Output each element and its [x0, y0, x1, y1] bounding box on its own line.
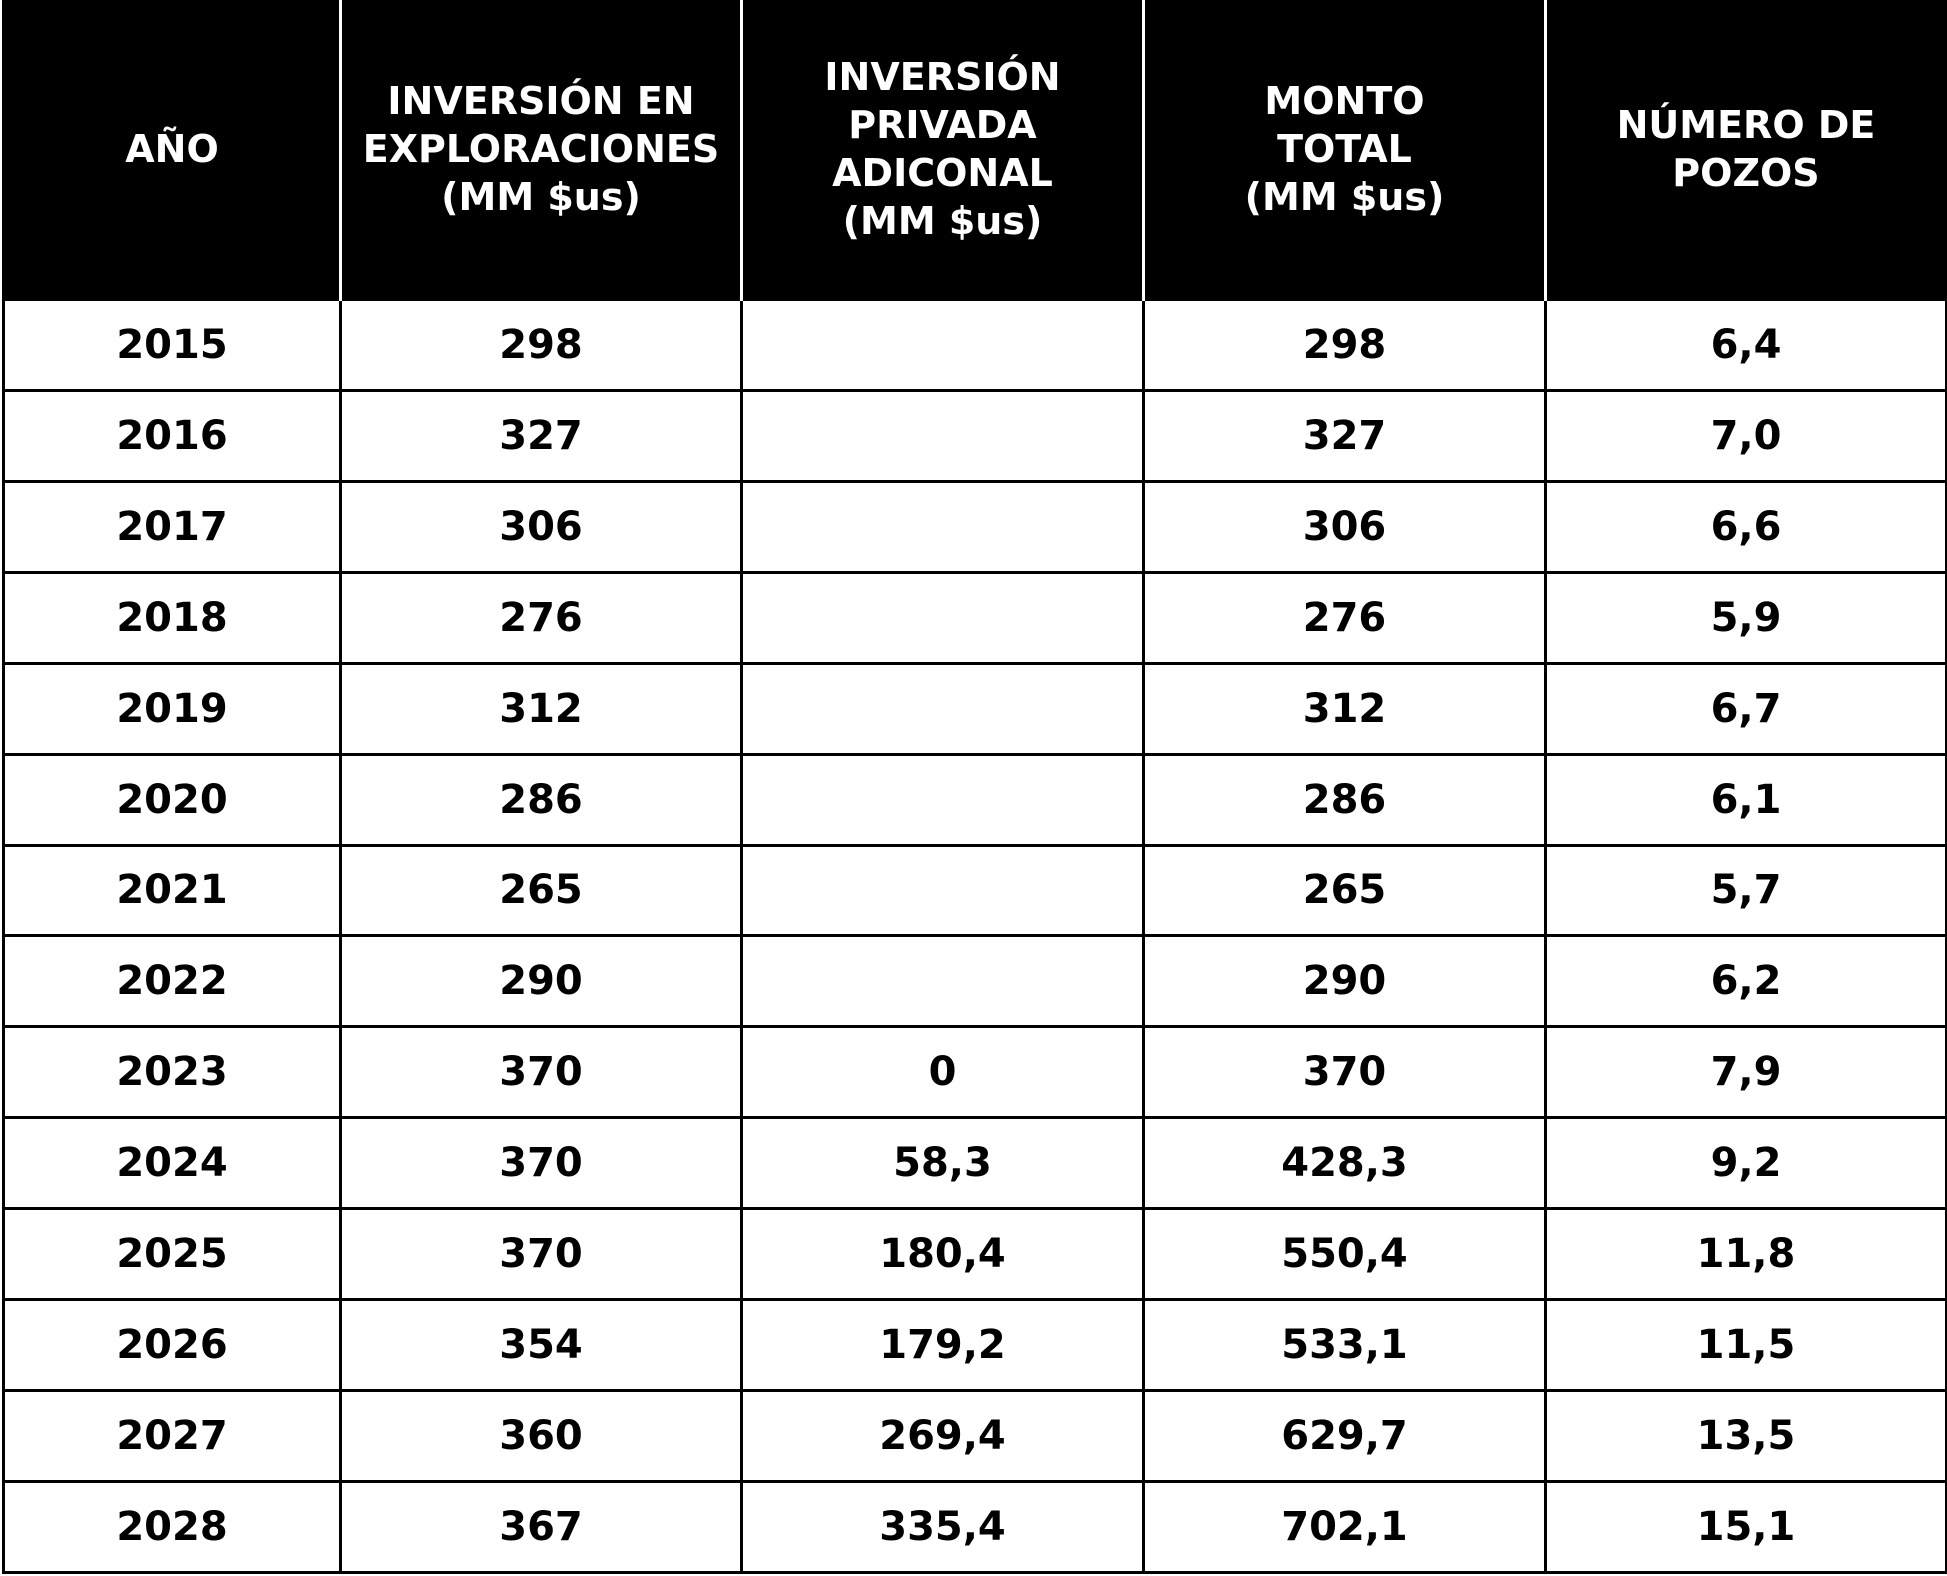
table-row: [4, 572, 1947, 663]
cell-exploration-investment: 327: [341, 390, 742, 481]
table-row: [4, 1300, 1947, 1391]
table-row: [4, 1481, 1947, 1572]
cell-private-investment: [742, 390, 1144, 481]
cell-exploration-investment: 298: [341, 300, 742, 391]
cell-private-investment: [742, 481, 1144, 572]
header-number-of-wells: NÚMERO DE POZOS: [1546, 0, 1947, 300]
cell-private-investment: 58,3: [742, 1118, 1144, 1209]
cell-total-amount: 629,7: [1144, 1391, 1546, 1482]
table-row: [4, 1118, 1947, 1209]
cell-year: 2018: [4, 572, 341, 663]
cell-number-of-wells: 9,2: [1546, 1118, 1947, 1209]
cell-number-of-wells: 5,7: [1546, 845, 1947, 936]
cell-number-of-wells: 6,4: [1546, 300, 1947, 391]
table-row: [4, 1391, 1947, 1482]
cell-total-amount: 298: [1144, 300, 1546, 391]
cell-year: 2026: [4, 1300, 341, 1391]
cell-number-of-wells: 6,2: [1546, 936, 1947, 1027]
table-row: [4, 481, 1947, 572]
cell-private-investment: [742, 936, 1144, 1027]
table-header: [4, 0, 1947, 300]
cell-exploration-investment: 370: [341, 1209, 742, 1300]
cell-year: 2016: [4, 390, 341, 481]
cell-private-investment: [742, 845, 1144, 936]
cell-year: 2024: [4, 1118, 341, 1209]
header-private-investment: INVERSIÓN PRIVADA ADICONAL (MM $us): [742, 0, 1144, 300]
cell-exploration-investment: 312: [341, 663, 742, 754]
investment-table: [2, 0, 1947, 1574]
cell-year: 2017: [4, 481, 341, 572]
cell-number-of-wells: 6,7: [1546, 663, 1947, 754]
cell-exploration-investment: 306: [341, 481, 742, 572]
cell-total-amount: 370: [1144, 1027, 1546, 1118]
cell-exploration-investment: 367: [341, 1481, 742, 1572]
cell-year: 2019: [4, 663, 341, 754]
cell-total-amount: 290: [1144, 936, 1546, 1027]
cell-exploration-investment: 290: [341, 936, 742, 1027]
table-row: [4, 390, 1947, 481]
header-row: [4, 0, 1947, 300]
cell-total-amount: 312: [1144, 663, 1546, 754]
cell-private-investment: 180,4: [742, 1209, 1144, 1300]
cell-total-amount: 428,3: [1144, 1118, 1546, 1209]
cell-number-of-wells: 13,5: [1546, 1391, 1947, 1482]
cell-private-investment: [742, 754, 1144, 845]
investment-table-container: [2, 0, 1945, 1574]
cell-private-investment: [742, 300, 1144, 391]
cell-year: 2020: [4, 754, 341, 845]
cell-exploration-investment: 360: [341, 1391, 742, 1482]
cell-total-amount: 702,1: [1144, 1481, 1546, 1572]
cell-year: 2025: [4, 1209, 341, 1300]
cell-total-amount: 276: [1144, 572, 1546, 663]
cell-number-of-wells: 15,1: [1546, 1481, 1947, 1572]
cell-exploration-investment: 286: [341, 754, 742, 845]
cell-exploration-investment: 265: [341, 845, 742, 936]
cell-year: 2015: [4, 300, 341, 391]
cell-private-investment: 335,4: [742, 1481, 1144, 1572]
cell-number-of-wells: 11,5: [1546, 1300, 1947, 1391]
cell-year: 2022: [4, 936, 341, 1027]
cell-total-amount: 533,1: [1144, 1300, 1546, 1391]
header-total-amount: MONTO TOTAL (MM $us): [1144, 0, 1546, 300]
cell-number-of-wells: 5,9: [1546, 572, 1947, 663]
cell-private-investment: [742, 663, 1144, 754]
cell-exploration-investment: 354: [341, 1300, 742, 1391]
table-row: [4, 300, 1947, 391]
cell-private-investment: [742, 572, 1144, 663]
cell-total-amount: 327: [1144, 390, 1546, 481]
table-row: [4, 936, 1947, 1027]
table-row: [4, 1027, 1947, 1118]
header-exploration-investment: INVERSIÓN EN EXPLORACIONES (MM $us): [341, 0, 742, 300]
cell-number-of-wells: 7,0: [1546, 390, 1947, 481]
cell-exploration-investment: 370: [341, 1118, 742, 1209]
cell-total-amount: 306: [1144, 481, 1546, 572]
table-row: [4, 1209, 1947, 1300]
cell-private-investment: 179,2: [742, 1300, 1144, 1391]
cell-year: 2027: [4, 1391, 341, 1482]
cell-number-of-wells: 6,6: [1546, 481, 1947, 572]
cell-year: 2023: [4, 1027, 341, 1118]
cell-total-amount: 550,4: [1144, 1209, 1546, 1300]
table-row: [4, 754, 1947, 845]
cell-number-of-wells: 11,8: [1546, 1209, 1947, 1300]
cell-private-investment: 0: [742, 1027, 1144, 1118]
table-row: [4, 663, 1947, 754]
cell-year: 2021: [4, 845, 341, 936]
cell-total-amount: 286: [1144, 754, 1546, 845]
cell-number-of-wells: 7,9: [1546, 1027, 1947, 1118]
cell-number-of-wells: 6,1: [1546, 754, 1947, 845]
cell-total-amount: 265: [1144, 845, 1546, 936]
cell-exploration-investment: 370: [341, 1027, 742, 1118]
header-year: AÑO: [4, 0, 341, 300]
cell-private-investment: 269,4: [742, 1391, 1144, 1482]
cell-exploration-investment: 276: [341, 572, 742, 663]
cell-year: 2028: [4, 1481, 341, 1572]
table-row: [4, 845, 1947, 936]
table-body: [4, 300, 1947, 1573]
